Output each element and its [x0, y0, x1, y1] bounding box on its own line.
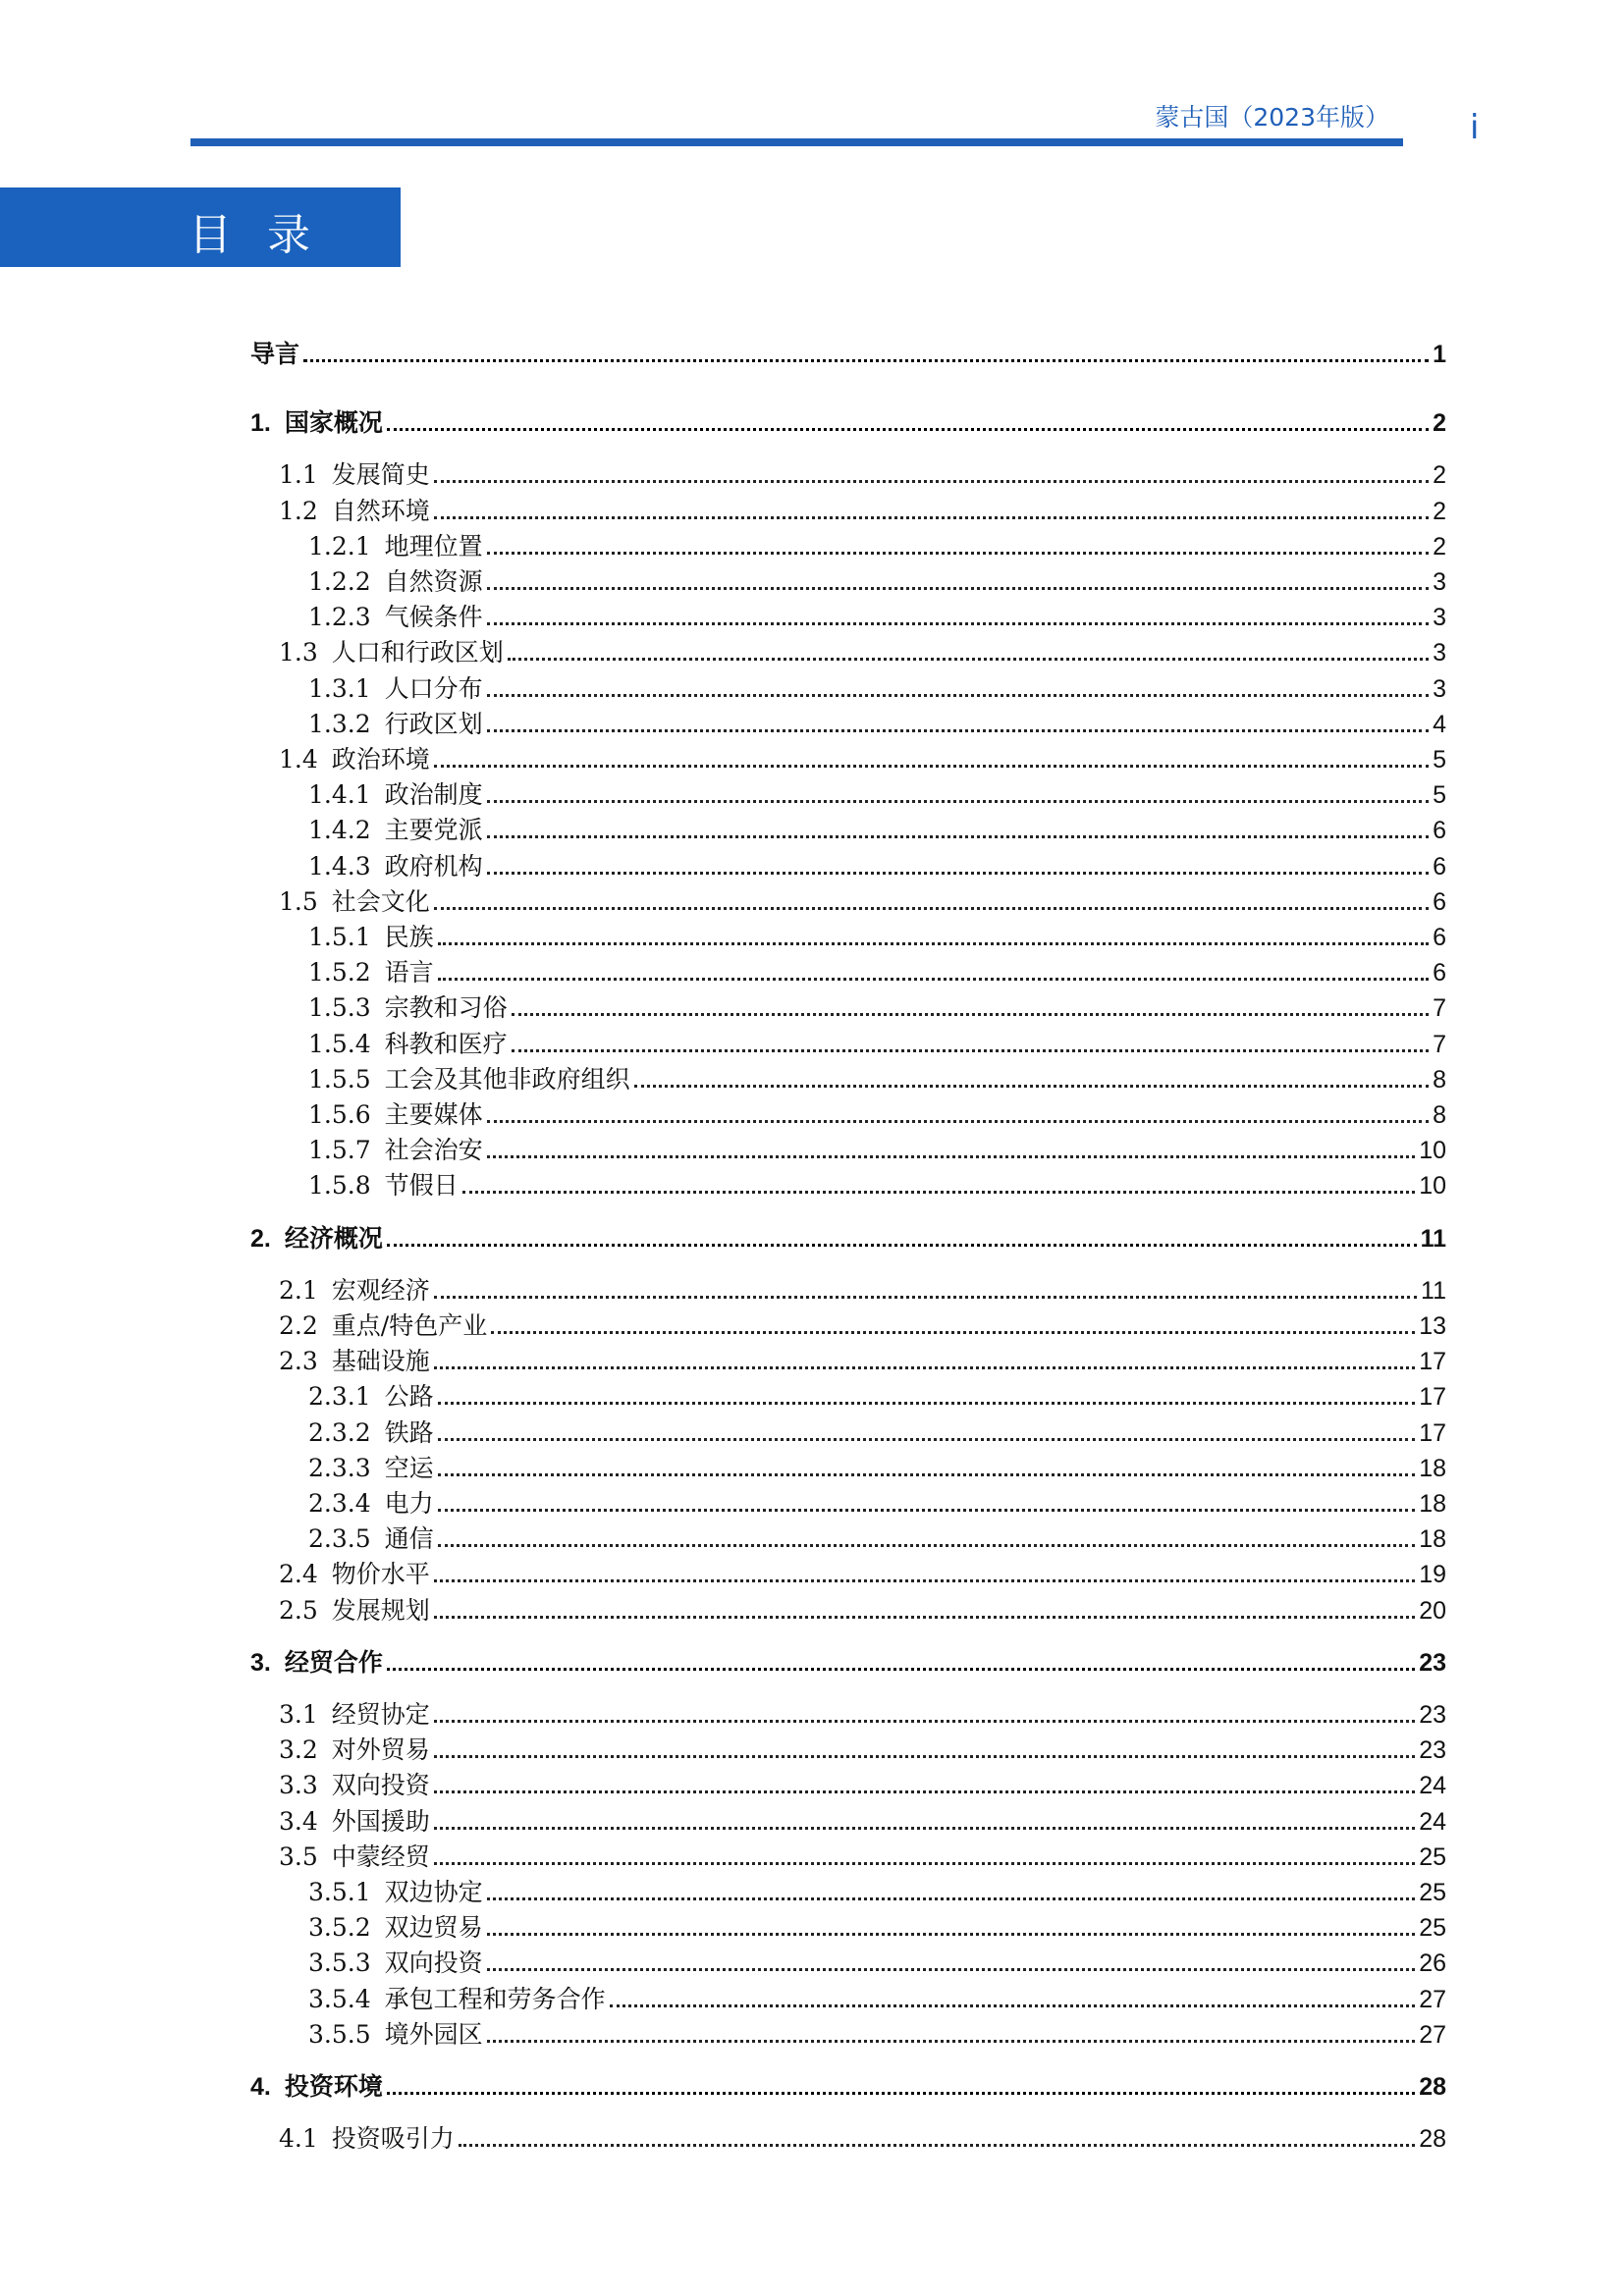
toc-section-entry[interactable]: [250, 1341, 1446, 1376]
toc-entry-number: 1.2.1: [308, 531, 371, 561]
toc-section-entry[interactable]: [250, 2014, 1446, 2050]
toc-entry-page: 18: [1419, 1454, 1446, 1482]
toc-entry-page: 1: [1433, 341, 1446, 368]
toc-leader-dots: [438, 1473, 1416, 1476]
toc-entry-page: 5: [1433, 746, 1446, 774]
toc-leader-dots: [434, 1755, 1415, 1758]
toc-section-entry[interactable]: [250, 1413, 1446, 1448]
toc-entry-page: 18: [1419, 1525, 1446, 1554]
toc-chapter-entry[interactable]: [250, 1642, 1446, 1678]
toc-entry-label: 铁路: [384, 1417, 434, 1447]
toc-entry-number: 1.2.3: [308, 603, 371, 632]
toc-section-entry[interactable]: [250, 1872, 1446, 1907]
toc-leader-dots: [438, 1509, 1416, 1512]
toc-section-entry[interactable]: [250, 1837, 1446, 1872]
toc-section-entry[interactable]: [250, 739, 1446, 774]
toc-section-entry[interactable]: [250, 561, 1446, 597]
toc-entry-page: 28: [1419, 2073, 1446, 2101]
toc-chapter-entry[interactable]: [250, 2066, 1446, 2102]
toc-entry-number: 2.1: [279, 1275, 318, 1305]
toc-section-entry[interactable]: [250, 1376, 1446, 1412]
toc-entry-label: 电力: [384, 1489, 434, 1518]
toc-leader-dots: [438, 1438, 1416, 1441]
toc-entry-number: 2.5: [279, 1595, 318, 1625]
toc-section-entry[interactable]: [250, 1024, 1446, 1059]
toc-entry-number: 1.2.2: [308, 567, 371, 596]
toc-entry-label: 经贸合作: [284, 1648, 383, 1677]
toc-entry-label: 科教和医疗: [384, 1029, 508, 1058]
toc-entry-number: 1.5.6: [308, 1100, 371, 1129]
toc-entry-page: 25: [1419, 1914, 1446, 1943]
toc-entry-label: 双向投资: [331, 1771, 430, 1800]
toc-entry-number: 1.5.5: [308, 1064, 371, 1094]
toc-heading: 目录: [189, 210, 346, 260]
toc-entry-number: 1.3: [279, 638, 318, 667]
toc-leader-dots: [434, 480, 1429, 483]
toc-entry-number: 1.4.2: [308, 816, 371, 845]
toc-entry-number: 3.4: [279, 1806, 318, 1836]
toc-entry-label: 承包工程和劳务合作: [384, 1984, 606, 2013]
toc-entry-number: 2.3.3: [308, 1453, 371, 1482]
toc-entry-number: 3.5: [279, 1842, 318, 1871]
toc-entry-label: 基础设施: [331, 1347, 430, 1376]
toc-entry-label: 自然环境: [331, 496, 430, 525]
toc-entry-page: 3: [1433, 568, 1446, 596]
toc-leader-dots: [487, 872, 1429, 875]
toc-section-entry[interactable]: [250, 1801, 1446, 1837]
toc-entry-page: 8: [1433, 1065, 1446, 1094]
toc-leader-dots: [434, 1827, 1415, 1830]
header-rule: [190, 138, 1403, 146]
toc-entry-number: 3.5.4: [308, 1984, 371, 2013]
toc-entry-page: 24: [1419, 1807, 1446, 1836]
toc-entry-number: 2.3.4: [308, 1489, 371, 1518]
toc-entry-number: 3.5.1: [308, 1878, 371, 1906]
toc-leader-dots: [487, 1933, 1416, 1936]
page-number: i: [1470, 108, 1480, 147]
toc-entry-label: 工会及其他非政府组织: [384, 1064, 630, 1094]
toc-entry-page: 17: [1419, 1383, 1446, 1412]
toc-entry-label: 宏观经济: [331, 1275, 430, 1305]
toc-entry-number: 2.2: [279, 1311, 318, 1340]
toc-entry-page: 17: [1419, 1418, 1446, 1447]
toc-section-entry[interactable]: [250, 1306, 1446, 1341]
toc-entry-page: 24: [1419, 1772, 1446, 1800]
toc-entry-number: 1.4.3: [308, 851, 371, 881]
toc-entry-label: 空运: [384, 1453, 434, 1482]
toc-leader-dots: [487, 1968, 1416, 1971]
toc-section-entry[interactable]: [250, 1730, 1446, 1765]
toc-entry-page: 23: [1419, 1648, 1446, 1677]
toc-entry-number: 2.3.5: [308, 1524, 371, 1554]
toc-entry-label: 自然资源: [384, 567, 483, 596]
toc-entry-label: 中蒙经贸: [331, 1842, 430, 1871]
toc-entry-label: 人口和行政区划: [331, 638, 504, 667]
toc-leader-dots: [491, 1331, 1415, 1334]
toc-entry-number: 2.: [250, 1224, 271, 1253]
toc-section-entry[interactable]: [250, 597, 1446, 632]
toc-entry-number: 1.2: [279, 496, 318, 525]
toc-entry-number: 1.5.3: [308, 993, 371, 1023]
toc-leader-dots: [508, 658, 1429, 661]
toc-entry-label: 国家概况: [284, 409, 383, 438]
toc-entry-number: 2.3.1: [308, 1382, 371, 1412]
toc-entry-page: 19: [1419, 1561, 1446, 1589]
toc-entry-page: 4: [1433, 710, 1446, 738]
toc-entry-number: 3.2: [279, 1735, 318, 1765]
toc-leader-dots: [487, 552, 1429, 555]
toc-entry-label: 社会治安: [384, 1136, 483, 1165]
toc-entry-page: 25: [1419, 1879, 1446, 1906]
toc-section-entry[interactable]: [250, 1095, 1446, 1130]
toc-section-entry[interactable]: [250, 632, 1446, 667]
toc-leader-dots: [434, 516, 1429, 519]
toc-section-entry[interactable]: [250, 1979, 1446, 2014]
toc-section-entry[interactable]: [250, 526, 1446, 561]
toc-leader-dots: [459, 2144, 1415, 2147]
toc-entry-label: 导言: [250, 341, 300, 368]
toc-entry-page: 10: [1419, 1137, 1446, 1165]
toc-leader-dots: [487, 835, 1429, 838]
toc-entry-page: 17: [1419, 1348, 1446, 1376]
toc-leader-dots: [487, 1897, 1416, 1900]
toc-leader-dots: [634, 1085, 1429, 1088]
toc-entry-page: 2: [1433, 497, 1446, 525]
toc-leader-dots: [438, 1544, 1416, 1547]
toc-section-entry[interactable]: [250, 454, 1446, 490]
toc-entry-number: 1.5.4: [308, 1029, 371, 1058]
toc-entry-page: 25: [1419, 1842, 1446, 1871]
toc-entry-label: 地理位置: [384, 531, 483, 561]
toc-entry-page: 6: [1433, 887, 1446, 916]
toc-section-entry[interactable]: [250, 988, 1446, 1023]
toc-entry-label: 民族: [384, 923, 434, 951]
toc-leader-dots: [512, 1013, 1429, 1016]
toc-entry-label: 公路: [384, 1382, 434, 1412]
toc-leader-dots: [387, 1244, 1417, 1247]
toc-entry-label: 主要媒体: [384, 1100, 483, 1129]
toc-entry-label: 政治环境: [331, 745, 430, 774]
toc-entry-page: 6: [1433, 959, 1446, 988]
toc-section-entry[interactable]: [250, 704, 1446, 739]
toc-entry-page: 27: [1419, 2020, 1446, 2049]
toc-entry-label: 政府机构: [384, 851, 483, 881]
toc-entry-page: 6: [1433, 852, 1446, 881]
toc-section-entry[interactable]: [250, 1483, 1446, 1519]
toc-leader-dots: [434, 1579, 1415, 1582]
toc-entry-number: 3.3: [279, 1771, 318, 1800]
toc-entry-number: 1.1: [279, 460, 318, 490]
toc-entry-number: 3.: [250, 1648, 271, 1677]
toc-entry-page: 11: [1420, 1224, 1446, 1253]
toc-section-entry[interactable]: [250, 491, 1446, 526]
toc-section-entry[interactable]: [250, 1907, 1446, 1943]
toc-entry-label: 重点/特色产业: [331, 1311, 488, 1340]
toc-section-entry[interactable]: [250, 846, 1446, 881]
toc-entry-page: 2: [1433, 532, 1446, 561]
toc-entry-number: 1.: [250, 409, 271, 438]
toc-section-entry[interactable]: [250, 1519, 1446, 1554]
toc-entry-label: 物价水平: [331, 1560, 430, 1589]
toc-entry-label: 发展简史: [331, 460, 430, 490]
toc-entry-page: 5: [1433, 781, 1446, 810]
toc-entry-number: 1.5: [279, 886, 318, 916]
toc-leader-dots: [438, 942, 1429, 945]
toc-leader-dots: [487, 1155, 1416, 1158]
toc-section-entry[interactable]: [250, 917, 1446, 952]
toc-leader-dots: [434, 765, 1429, 768]
toc-entry-label: 境外园区: [384, 2019, 483, 2049]
toc-entry-page: 3: [1433, 674, 1446, 703]
toc-entry-page: 3: [1433, 604, 1446, 632]
toc-section-entry[interactable]: [250, 1165, 1446, 1201]
toc-leader-dots: [434, 907, 1429, 910]
toc-entry-page: 3: [1433, 639, 1446, 667]
toc-leader-dots: [387, 2092, 1415, 2095]
toc-entry-number: 2.4: [279, 1560, 318, 1589]
toc-entry-page: 13: [1419, 1312, 1446, 1340]
toc-section-entry[interactable]: [250, 1694, 1446, 1730]
toc-section-entry[interactable]: [250, 668, 1446, 704]
toc-entry-page: 26: [1419, 1949, 1446, 1978]
toc-entry-page: 7: [1433, 1030, 1446, 1058]
toc-entry-page: 28: [1419, 2125, 1446, 2154]
toc-entry-label: 双边协定: [384, 1878, 483, 1906]
toc-section-entry[interactable]: [250, 1765, 1446, 1800]
toc-section-entry[interactable]: [250, 1943, 1446, 1978]
toc-entry-label: 发展规划: [331, 1595, 430, 1625]
toc-entry-label: 语言: [384, 958, 434, 988]
toc-section-entry[interactable]: [250, 1554, 1446, 1589]
toc-leader-dots: [438, 978, 1429, 981]
toc-section-entry[interactable]: [250, 1590, 1446, 1626]
toc-leader-dots: [387, 1668, 1415, 1671]
toc-entry-number: 3.1: [279, 1700, 318, 1729]
toc-leader-dots: [434, 1296, 1417, 1299]
running-header-title: 蒙古国（2023年版）: [1155, 103, 1389, 132]
toc-section-entry[interactable]: [250, 1130, 1446, 1165]
toc-entry-page: 10: [1419, 1172, 1446, 1201]
toc-entry-page: 23: [1419, 1701, 1446, 1729]
toc-leader-dots: [462, 1191, 1416, 1194]
toc-heading-banner: [0, 187, 401, 267]
toc-entry-number: 3.5.5: [308, 2019, 371, 2049]
toc-entry-label: 政治制度: [384, 780, 483, 810]
toc-entry-label: 经贸协定: [331, 1700, 430, 1729]
toc-entry-page: 11: [1421, 1276, 1446, 1305]
toc-entry-label: 经济概况: [284, 1224, 383, 1253]
toc-leader-dots: [434, 1790, 1415, 1793]
toc-entry-page: 18: [1419, 1490, 1446, 1518]
toc-leader-dots: [387, 428, 1429, 431]
toc-leader-dots: [487, 729, 1429, 732]
toc-entry-number: 1.3.1: [308, 673, 371, 703]
toc-entry-label: 双向投资: [384, 1949, 483, 1978]
toc-section-entry[interactable]: [250, 952, 1446, 988]
toc-entry-label: 对外贸易: [331, 1735, 430, 1765]
toc-entry-page: 27: [1419, 1985, 1446, 2013]
toc-section-entry[interactable]: [250, 774, 1446, 810]
toc-entry-page: 6: [1433, 817, 1446, 845]
toc-entry-label: 投资环境: [284, 2073, 383, 2101]
toc-entry-number: 1.5.8: [308, 1171, 371, 1201]
toc-leader-dots: [434, 1862, 1415, 1865]
toc-entry-number: 3.5.2: [308, 1913, 371, 1943]
toc-entry-label: 通信: [384, 1524, 434, 1554]
toc-entry-number: 1.5.2: [308, 958, 371, 988]
toc-entry-number: 4.: [250, 2073, 271, 2101]
toc-chapter-entry[interactable]: [250, 1218, 1446, 1254]
toc-entry-number: 4.1: [279, 2124, 318, 2154]
toc-entry-label: 双边贸易: [384, 1913, 483, 1943]
toc-entry-page: 2: [1433, 409, 1446, 438]
toc-leader-dots: [487, 587, 1429, 590]
toc-leader-dots: [487, 622, 1429, 625]
toc-entry-label: 气候条件: [384, 603, 483, 632]
toc-section-entry[interactable]: [250, 2118, 1446, 2154]
toc-entry-label: 行政区划: [384, 709, 483, 738]
toc-entry-number: 1.3.2: [308, 709, 371, 738]
toc-entry-page: 8: [1433, 1101, 1446, 1129]
toc-entry-number: 2.3.2: [308, 1417, 371, 1447]
toc-entry-label: 宗教和习俗: [384, 993, 508, 1023]
toc-chapter-entry[interactable]: [250, 402, 1446, 438]
toc-entry-number: 1.4.1: [308, 780, 371, 810]
toc-entry-label: 社会文化: [331, 886, 430, 916]
toc-section-entry[interactable]: [250, 881, 1446, 917]
toc-entry-number: 1.5.1: [308, 923, 371, 951]
toc-chapter-entry[interactable]: [250, 334, 1446, 369]
toc-leader-dots: [434, 1720, 1415, 1723]
toc-leader-dots: [487, 694, 1429, 697]
toc-leader-dots: [303, 359, 1429, 362]
toc-entry-label: 投资吸引力: [331, 2124, 455, 2154]
toc-entry-number: 3.5.3: [308, 1949, 371, 1978]
toc-leader-dots: [512, 1049, 1429, 1052]
toc-entry-number: 1.4: [279, 745, 318, 774]
toc-entry-page: 20: [1419, 1596, 1446, 1625]
toc-entry-label: 主要党派: [384, 816, 483, 845]
toc-leader-dots: [487, 2040, 1416, 2043]
toc-leader-dots: [610, 2004, 1416, 2007]
toc-entry-page: 6: [1433, 924, 1446, 951]
toc-leader-dots: [434, 1616, 1415, 1619]
toc-leader-dots: [487, 800, 1429, 803]
toc-entry-number: 1.5.7: [308, 1136, 371, 1165]
toc-entry-number: 2.3: [279, 1347, 318, 1376]
toc-section-entry[interactable]: [250, 1270, 1446, 1306]
toc-entry-page: 23: [1419, 1736, 1446, 1765]
toc-entry-label: 节假日: [384, 1171, 459, 1201]
toc-entry-page: 7: [1433, 994, 1446, 1023]
toc-entry-page: 2: [1433, 461, 1446, 490]
toc-entry-label: 外国援助: [331, 1806, 430, 1836]
toc-leader-dots: [487, 1120, 1429, 1123]
toc-entry-label: 人口分布: [384, 673, 483, 703]
toc-leader-dots: [434, 1366, 1415, 1369]
toc-section-entry[interactable]: [250, 1448, 1446, 1483]
toc-leader-dots: [438, 1402, 1416, 1405]
toc-section-entry[interactable]: [250, 1059, 1446, 1095]
toc-section-entry[interactable]: [250, 810, 1446, 845]
